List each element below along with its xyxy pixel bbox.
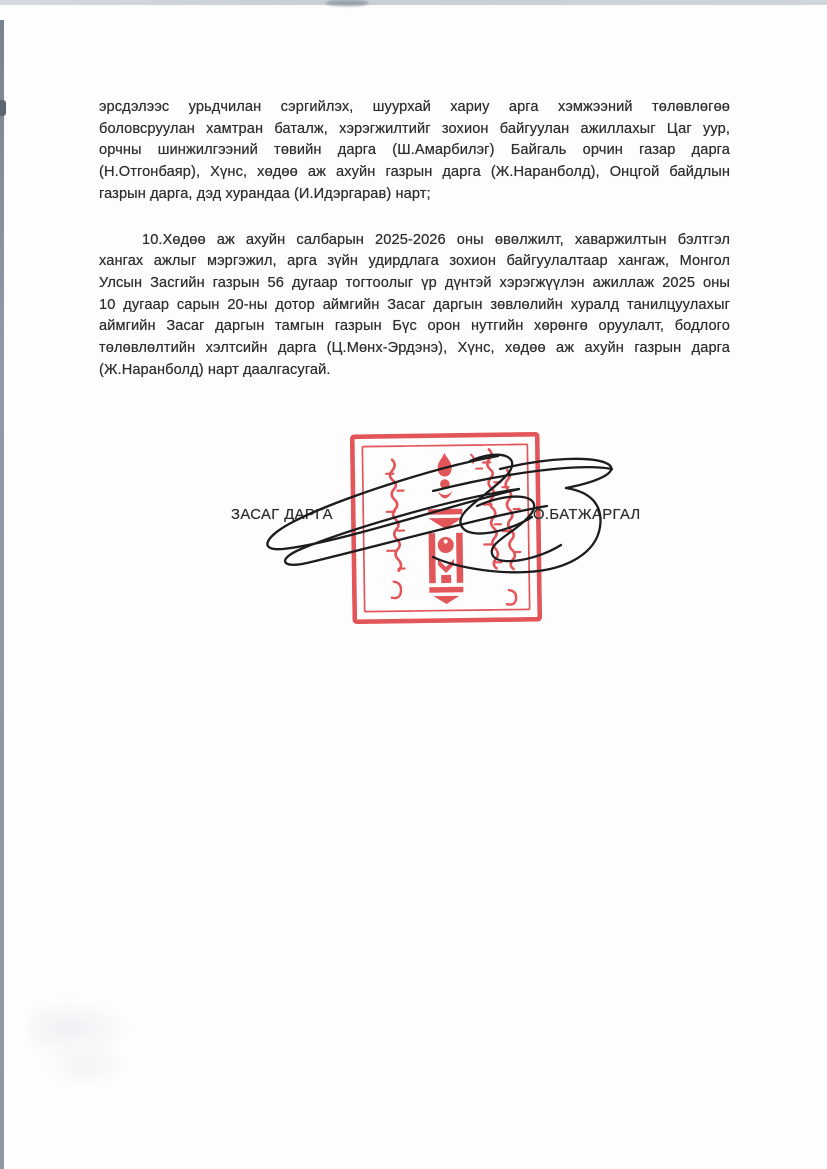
paragraph-2 (99, 230, 730, 382)
text-line: аймгийн Засаг даргын тамгын газрын Бүс орон нутгийн хөрөнгө оруулалт, бодлого (99, 318, 730, 335)
scan-edge-left (0, 20, 4, 1169)
text-line: 10 дугаар сарын 20-ны дотор аймгийн Засаг даргын зөвлөлийн хуралд танилцуулахыг (99, 296, 730, 313)
soyombo-emblem (427, 453, 463, 604)
text-line: (Ж.Наранболд) нарт даалгасугай. (99, 361, 331, 378)
text-line: төлөвлөлтийн хэлтсийн дарга (Ц.Мөнх-Эрдэнэ), Хүнс, хөдөө аж ахуйн газрын дарга (99, 340, 730, 357)
signer-title: ЗАСАГ ДАРГА (231, 507, 333, 523)
mongol-script-column-right (471, 449, 521, 605)
text-line: газрын дарга, дэд хурандаа (И.Идэргарав) нарт; (99, 185, 431, 202)
mongol-script-column-left (386, 460, 405, 599)
document-body (99, 97, 730, 381)
text-line: орчны шинжилгээний төвийн дарга (Ш.Амарбилэг) Байгаль орчин газар дарга (99, 142, 730, 159)
scan-edge-top (0, 0, 827, 5)
text-line: Улсын Засгийн газрын 56 дугаар тогтоолыг үр дүнтэй хэрэгжүүлэн ажиллаж 2025 оны (99, 274, 730, 291)
text-line: (Н.Отгонбаяр), Хүнс, хөдөө аж ахуйн газрын дарга (Ж.Наранболд), Онцгой байдлын (99, 164, 730, 181)
bleedthrough-mark (40, 1042, 130, 1088)
text-line: боловсруулан хамтран баталж, хэрэгжилтийг зохион байгуулан ажиллахыг Цаг уур, (99, 120, 730, 137)
scan-notch-left (0, 100, 6, 116)
signer-name: О.БАТЖАРГАЛ (533, 507, 641, 523)
text-line: хангах ажлыг мэргэжил, арга зүйн удирдлага зохион байгуулалтаар хангаж, Монгол (99, 253, 730, 270)
text-line: 10.Хөдөө аж ахуйн салбарын 2025-2026 оны өвөлжилт, хаваржилтын бэлтгэл (142, 231, 730, 248)
text-line: эрсдэлээс урьдчилан сэргийлэх, шуурхай хариу арга хэмжээний төлөвлөгөө (99, 99, 730, 115)
official-red-stamp (350, 432, 543, 625)
paragraph-1 (99, 97, 730, 206)
scan-smudge-top (326, 0, 368, 6)
